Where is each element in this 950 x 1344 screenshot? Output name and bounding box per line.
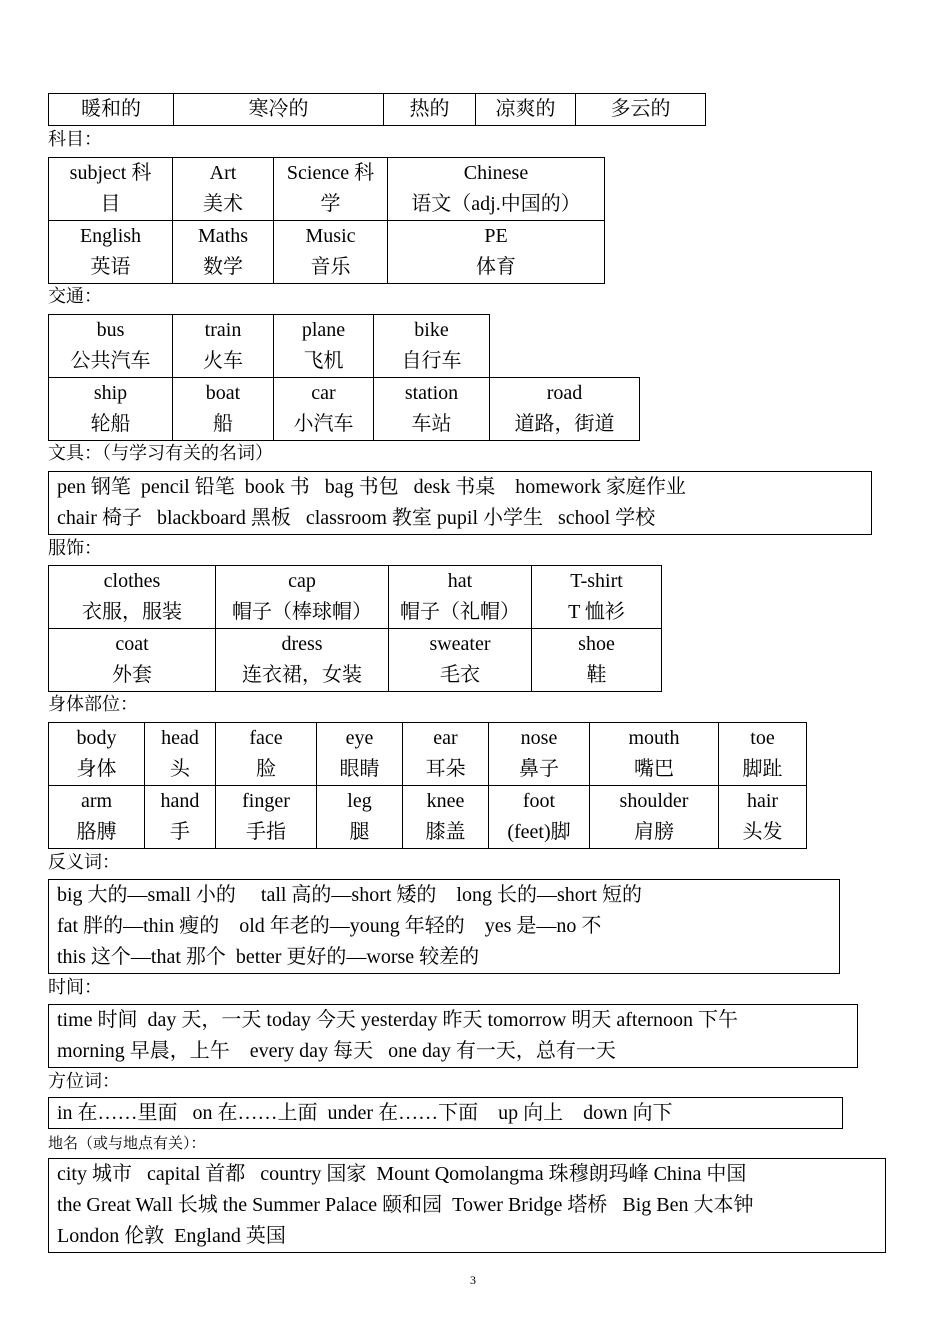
- antonyms-line: this 这个—that 那个 better 更好的—worse 较差的: [57, 946, 480, 968]
- clothing-heading: 服饰：: [48, 538, 102, 559]
- vocab-cell: sweater 毛衣: [389, 629, 532, 692]
- stationery-heading: 文具：（与学习有关的名词）: [48, 443, 273, 464]
- vocab-cell: plane 飞机: [274, 315, 374, 378]
- vocab-cell: car 小汽车: [274, 378, 374, 441]
- vocab-cell: nose 鼻子: [489, 723, 590, 786]
- vocab-cell: eye 眼睛: [317, 723, 403, 786]
- body-table: [48, 722, 807, 849]
- vocab-cell: bus 公共汽车: [49, 315, 173, 378]
- vocab-cell: station 车站: [374, 378, 490, 441]
- weather-cell: 暖和的: [49, 94, 174, 126]
- vocab-cell: body 身体: [49, 723, 145, 786]
- weather-cell: 凉爽的: [476, 94, 576, 126]
- vocab-cell: finger 手指: [216, 786, 317, 849]
- antonyms-line: big 大的—small 小的 tall 高的—short 矮的 long 长的—short 短的: [57, 884, 642, 906]
- time-heading: 时间：: [48, 977, 102, 998]
- vocab-cell: bike 自行车: [374, 315, 490, 378]
- vocab-cell: mouth 嘴巴: [590, 723, 719, 786]
- places-line: the Great Wall 长城 the Summer Palace 颐和园 Tower Bridge 塔桥 Big Ben 大本钟: [57, 1194, 754, 1216]
- antonyms-box: [48, 879, 840, 974]
- vocab-cell: dress 连衣裙，女装: [216, 629, 389, 692]
- vocab-cell: foot (feet)脚: [489, 786, 590, 849]
- vocab-cell: boat 船: [173, 378, 274, 441]
- vocab-cell: ship 轮船: [49, 378, 173, 441]
- vocab-cell: clothes 衣服，服装: [49, 566, 216, 629]
- vocab-cell: subject 科 目: [49, 158, 173, 221]
- vocab-cell: shoe 鞋: [532, 629, 662, 692]
- clothing-table: [48, 565, 662, 692]
- body-heading: 身体部位：: [48, 694, 138, 715]
- places-line: city 城市 capital 首都 country 国家 Mount Qomolangma 珠穆朗玛峰 China 中国: [57, 1163, 747, 1185]
- antonyms-line: fat 胖的—thin 瘦的 old 年老的—young 年轻的 yes 是—no 不: [57, 915, 602, 937]
- vocab-cell: road 道路，街道: [490, 378, 640, 441]
- transport-table-row2: [48, 377, 640, 441]
- vocab-cell: cap 帽子（棒球帽）: [216, 566, 389, 629]
- vocab-cell: T-shirt T 恤衫: [532, 566, 662, 629]
- subjects-heading: 科目：: [48, 129, 102, 150]
- vocab-cell: head 头: [145, 723, 216, 786]
- places-heading: 地名（或与地点有关）：: [48, 1134, 206, 1152]
- vocab-cell: shoulder 肩膀: [590, 786, 719, 849]
- transport-table-row1: [48, 314, 490, 378]
- time-line: morning 早晨，上午 every day 每天 one day 有一天，总有一天: [57, 1040, 616, 1062]
- time-line: time 时间 day 天，一天 today 今天 yesterday 昨天 tomorrow 明天 afternoon 下午: [57, 1009, 738, 1031]
- vocab-cell: Art 美术: [173, 158, 274, 221]
- positions-line: in 在……里面 on 在……上面 under 在……下面 up 向上 down 向下: [57, 1102, 673, 1124]
- weather-cell: 多云的: [576, 94, 706, 126]
- vocab-cell: Chinese 语文（adj.中国的）: [388, 158, 605, 221]
- vocab-cell: Music 音乐: [274, 221, 388, 284]
- weather-cell: 热的: [384, 94, 476, 126]
- vocab-cell: knee 膝盖: [403, 786, 489, 849]
- transport-heading: 交通：: [48, 286, 102, 307]
- vocab-cell: face 脸: [216, 723, 317, 786]
- stationery-box: [48, 471, 872, 535]
- vocab-cell: coat 外套: [49, 629, 216, 692]
- vocab-cell: Maths 数学: [173, 221, 274, 284]
- subjects-table: [48, 157, 605, 284]
- stationery-line: pen 钢笔 pencil 铅笔 book 书 bag 书包 desk 书桌 homework 家庭作业: [57, 476, 686, 498]
- weather-table: [48, 93, 706, 126]
- page-number: 3: [470, 1273, 476, 1287]
- vocab-cell: leg 腿: [317, 786, 403, 849]
- vocab-cell: English 英语: [49, 221, 173, 284]
- vocab-cell: ear 耳朵: [403, 723, 489, 786]
- stationery-line: chair 椅子 blackboard 黑板 classroom 教室 pupil 小学生 school 学校: [57, 507, 656, 529]
- time-box: [48, 1004, 858, 1068]
- vocab-cell: Science 科 学: [274, 158, 388, 221]
- vocab-cell: toe 脚趾: [719, 723, 807, 786]
- vocab-cell: hat 帽子（礼帽）: [389, 566, 532, 629]
- vocab-cell: arm 胳膊: [49, 786, 145, 849]
- places-line: London 伦敦 England 英国: [57, 1225, 286, 1247]
- places-box: [48, 1158, 886, 1253]
- vocab-cell: PE 体育: [388, 221, 605, 284]
- vocab-cell: hand 手: [145, 786, 216, 849]
- weather-cell: 寒冷的: [174, 94, 384, 126]
- vocab-cell: train 火车: [173, 315, 274, 378]
- vocab-cell: hair 头发: [719, 786, 807, 849]
- antonyms-heading: 反义词：: [48, 852, 120, 873]
- positions-box: [48, 1097, 843, 1129]
- positions-heading: 方位词：: [48, 1071, 120, 1092]
